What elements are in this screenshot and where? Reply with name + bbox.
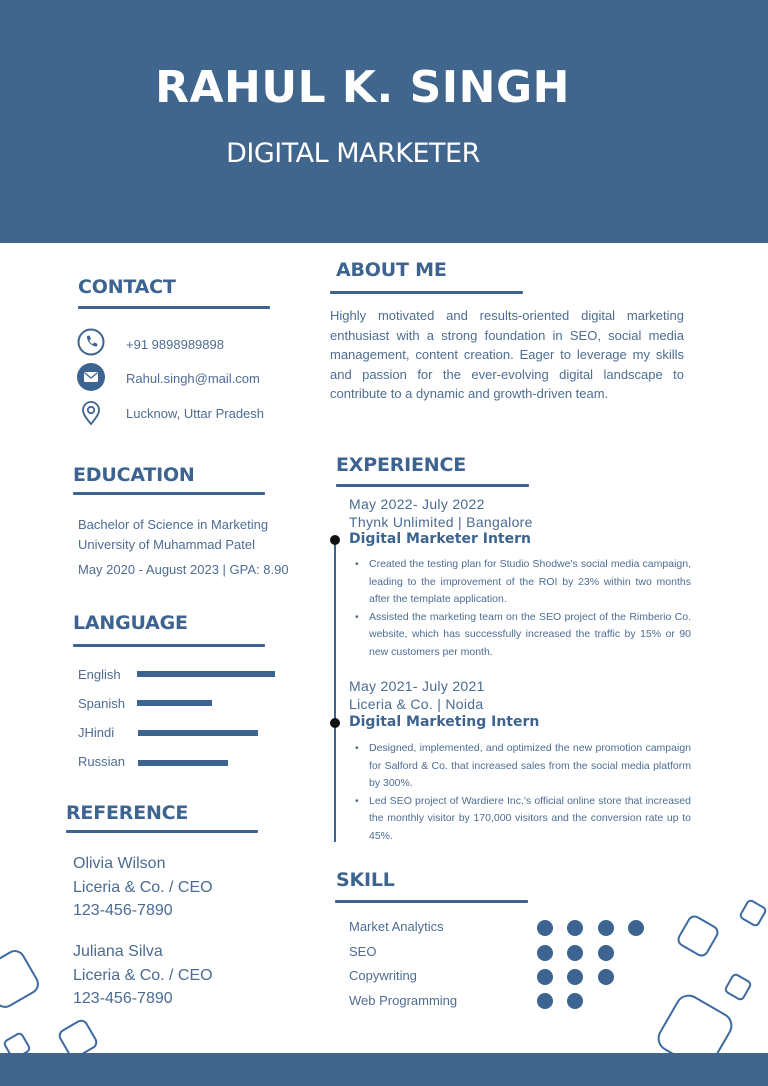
- contact-divider: [78, 306, 270, 309]
- language-bar-russian: [138, 760, 228, 766]
- reference-1-phone: 123-456-7890: [73, 902, 173, 919]
- job-1-bullet-1: • Created the testing plan for Studio Shodwe's social media campaign, leading to the improvement of the ROI by 23% within two months after the template application.: [355, 556, 691, 609]
- skill-dot: [537, 969, 553, 985]
- decorative-square-icon: [738, 898, 768, 928]
- decorative-square-icon: [0, 946, 43, 1012]
- decorative-square-icon: [675, 913, 721, 959]
- reference-1-name: Olivia Wilson: [73, 855, 166, 872]
- reference-divider: [66, 830, 258, 833]
- skill-dot: [537, 945, 553, 961]
- skill-dot: [567, 920, 583, 936]
- skill-dot: [598, 920, 614, 936]
- footer-band: [0, 1053, 768, 1086]
- reference-2-company: Liceria & Co. / CEO: [73, 966, 213, 984]
- job-2-meta: [349, 677, 485, 713]
- language-divider: [73, 644, 265, 647]
- skill-label-seo: SEO: [349, 944, 377, 959]
- skill-divider: [335, 900, 528, 903]
- education-divider: [73, 492, 265, 495]
- experience-timeline: [334, 536, 336, 842]
- header-banner: [0, 0, 768, 243]
- job-2-bullet-2: • Led SEO project of Wardiere Inc.'s official online store that increased the monthly visitor by 170,000 visitors and the conversion rate up to 45%.: [355, 793, 691, 846]
- decorative-square-icon: [723, 972, 753, 1002]
- job-1-bullet-2: • Assisted the marketing team on the SEO project of the Rimberio Co. website, which has successfully increased the traffic by 15% or 90 new customers per month.: [355, 609, 691, 662]
- language-bar-english: [137, 671, 275, 677]
- skill-dot: [567, 945, 583, 961]
- reference-heading: REFERENCE: [66, 802, 189, 824]
- contact-phone[interactable]: +91 9898989898: [126, 337, 224, 352]
- job-2-dates: May 2021- July 2021: [349, 678, 485, 694]
- job-2-role: Digital Marketing Intern: [349, 714, 540, 730]
- job-1-role: Digital Marketer Intern: [349, 531, 531, 547]
- skill-dot: [567, 969, 583, 985]
- skill-label-copywriting: Copywriting: [349, 968, 417, 983]
- language-bar-hindi: [138, 730, 258, 736]
- experience-divider: [336, 484, 529, 487]
- timeline-dot-1: [330, 535, 340, 545]
- timeline-dot-2: [330, 718, 340, 728]
- reference-2-name: Juliana Silva: [73, 943, 163, 960]
- contact-heading: CONTACT: [78, 276, 176, 298]
- education-dates-gpa: May 2020 - August 2023 | GPA: 8.90: [78, 562, 289, 577]
- job-1-bullets: [355, 556, 691, 661]
- skill-dot: [628, 920, 644, 936]
- about-heading: ABOUT ME: [336, 259, 447, 281]
- skill-dot: [598, 969, 614, 985]
- education-degree: Bachelor of Science in Marketing: [78, 517, 269, 532]
- skill-dot: [537, 993, 553, 1009]
- job-1-meta: [349, 495, 533, 531]
- email-icon: [77, 363, 105, 391]
- skill-dot: [537, 920, 553, 936]
- reference-2-phone: 123-456-7890: [73, 990, 173, 1007]
- job-2-bullet-1: • Designed, implemented, and optimized the new promotion campaign for Salford & Co. that increased sales from the social media platform by 300%.: [355, 740, 691, 793]
- about-divider: [330, 291, 523, 294]
- skill-heading: SKILL: [336, 869, 395, 891]
- language-bar-spanish: [137, 700, 212, 706]
- candidate-title: DIGITAL MARKETER: [226, 138, 480, 169]
- reference-1: [73, 852, 213, 923]
- language-label-english: English: [78, 667, 121, 682]
- experience-heading: EXPERIENCE: [336, 454, 467, 476]
- skill-dot: [567, 993, 583, 1009]
- candidate-name: RAHUL K. SINGH: [155, 62, 570, 113]
- education-school: University of Muhammad Patel: [78, 537, 256, 552]
- language-label-hindi: JHindi: [78, 725, 115, 740]
- language-heading: LANGUAGE: [73, 612, 188, 634]
- education-heading: EDUCATION: [73, 464, 195, 486]
- contact-email[interactable]: Rahul.singh@mail.com: [126, 371, 260, 386]
- skill-label-web-programming: Web Programming: [349, 993, 458, 1008]
- phone-icon: [77, 328, 105, 356]
- skill-label-market-analytics: Market Analytics: [349, 919, 444, 934]
- language-label-spanish: Spanish: [78, 696, 125, 711]
- reference-2: [73, 940, 213, 1011]
- contact-location: Lucknow, Uttar Pradesh: [126, 406, 265, 421]
- job-1-dates: May 2022- July 2022: [349, 496, 485, 512]
- about-text: Highly motivated and results-oriented digital marketing enthusiast with a strong foundation in SEO, social media management, content creation. Eager to leverage my skills and passion for the ever-evolving digital landscape to contribute to a dynamic and growth-driven team.: [330, 308, 684, 401]
- job-1-company: Thynk Unlimited | Bangalore: [349, 514, 533, 530]
- job-2-company: Liceria & Co. | Noida: [349, 696, 484, 712]
- job-2-bullets: [355, 740, 691, 845]
- language-label-russian: Russian: [78, 754, 125, 769]
- location-pin-icon: [77, 399, 105, 427]
- reference-1-company: Liceria & Co. / CEO: [73, 878, 213, 896]
- skill-dot: [598, 945, 614, 961]
